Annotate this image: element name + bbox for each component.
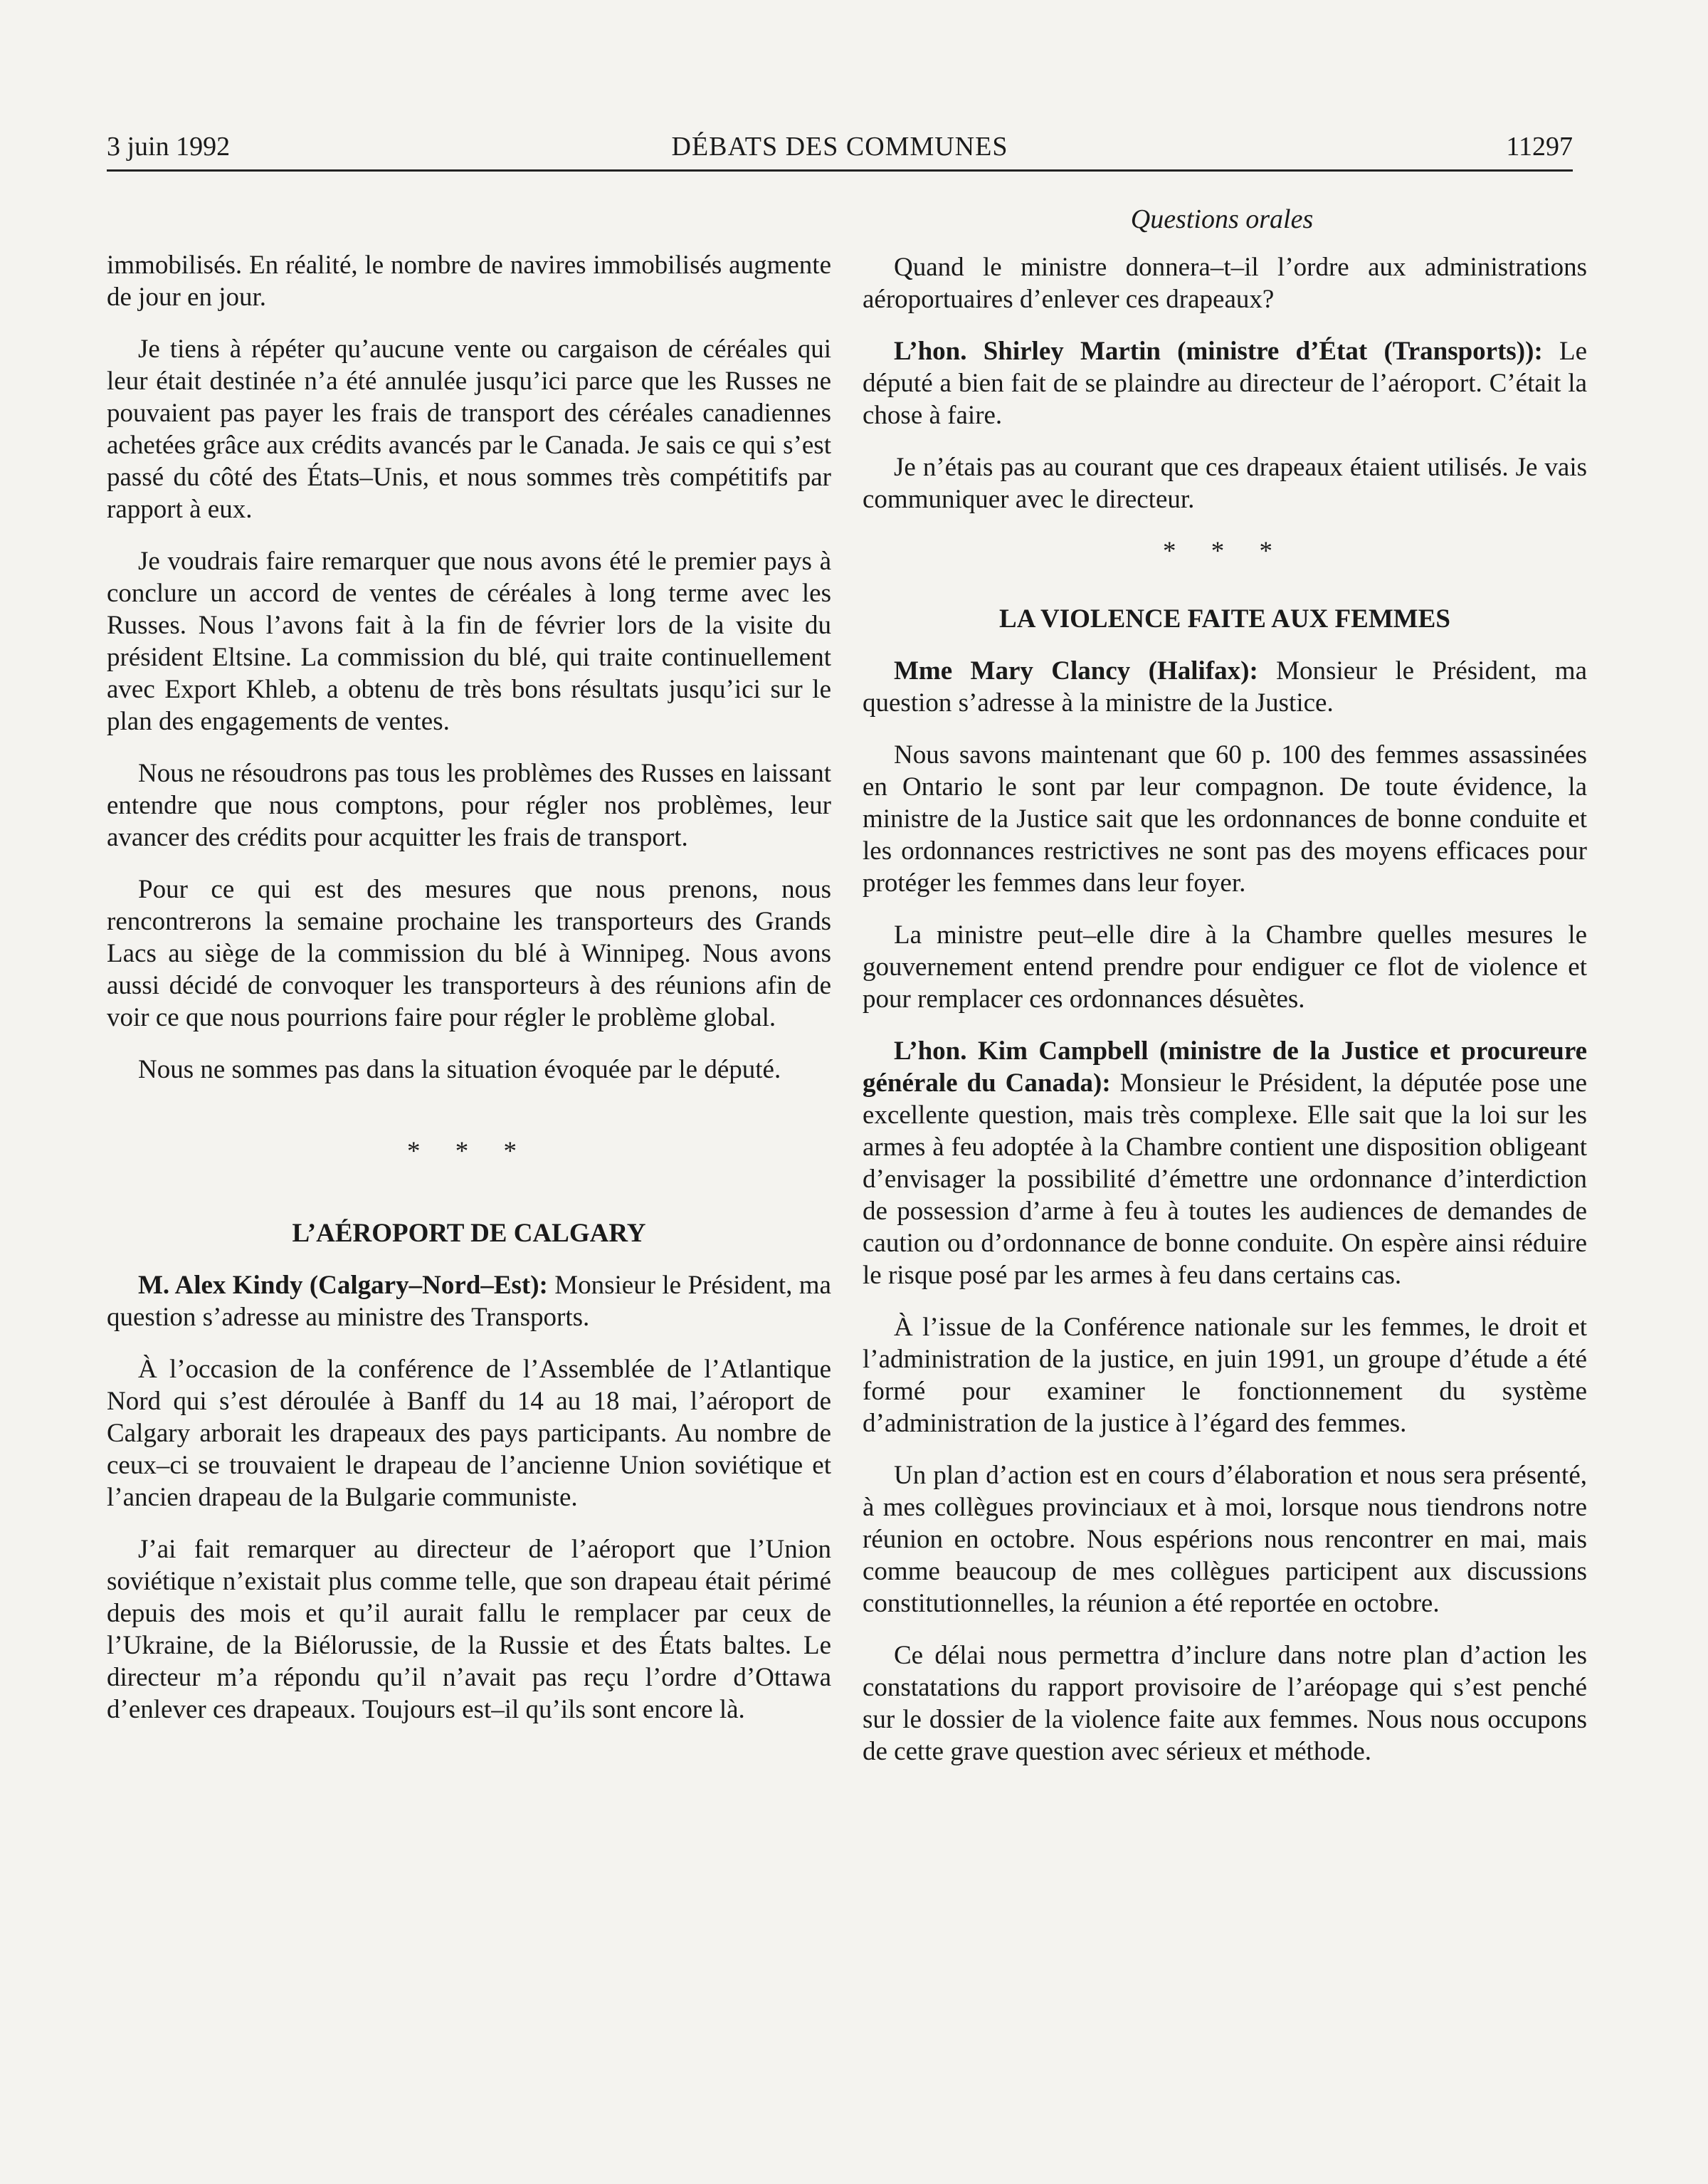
paragraph: Je voudrais faire remarquer que nous avons été le premier pays à conclure un accord de ventes de céréales à long terme avec les Russes. Nous l’avons fait à la fin de février lors de la visite du président Eltsine. La commission du blé, qui traite continuellement avec Export Khleb, a obtenu de très bons résultats jusqu’ici sur le plan des engagements de ventes. bbox=[107, 547, 831, 736]
speech-paragraph bbox=[863, 655, 1587, 719]
paragraph: immobilisés. En réalité, le nombre de navires immobilisés augmente de jour en jour. bbox=[107, 251, 831, 312]
paragraph: Quand le ministre donnera–t–il l’ordre aux administrations aéroportuaires d’enlever ces drapeaux? bbox=[863, 253, 1587, 314]
left-column bbox=[107, 249, 831, 1745]
header-date: 3 juin 1992 bbox=[107, 132, 231, 162]
speaker-name: L’hon. Kim Campbell (ministre de la Justice et procureure générale du Canada): bbox=[863, 1036, 1587, 1098]
paragraph: À l’issue de la Conférence nationale sur les femmes, le droit et l’administration de la justice, en juin 1991, un groupe d’étude a été formé pour examiner le fonctionnement du système d’administration de la justice à l’égard des femmes. bbox=[863, 1313, 1587, 1438]
header-page-number: 11297 bbox=[1506, 132, 1573, 162]
paragraph: J’ai fait remarquer au directeur de l’aéroport que l’Union soviétique n’existait plus comme telle, que son drapeau était périmé depuis des mois et qu’il aurait fallu le remplacer par ceux de l’Ukraine, de la Biélorussie, de la Russie et des États baltes. Le directeur m’a répondu qu’il n’avait pas reçu l’ordre d’Ottawa d’enlever ces drapeaux. Toujours est–il qu’ils sont encore là. bbox=[107, 1535, 831, 1724]
paragraph: Pour ce qui est des mesures que nous prenons, nous rencontrerons la semaine prochaine les transporteurs des Grands Lacs au siège de la commission du blé à Winnipeg. Nous avons aussi décidé de convoquer les transporteurs à des réunions afin de voir ce que nous pourrions faire pour régler le problème global. bbox=[107, 875, 831, 1032]
speech-paragraph bbox=[863, 1035, 1587, 1291]
paragraph: Un plan d’action est en cours d’élaboration et nous sera présenté, à mes collègues provinciaux et à moi, lorsque nous tiendrons notre réunion en octobre. Nous espérions nous rencontrer en mai, mais comme beaucoup de mes collègues participent aux discussions constitutionnelles, la réunion a été reportée en octobre. bbox=[863, 1461, 1587, 1618]
paragraph: Nous ne résoudrons pas tous les problèmes des Russes en laissant entendre que nous comptons, pour régler nos problèmes, leur avancer des crédits pour acquitter les frais de transport. bbox=[107, 759, 831, 852]
section-heading: L’AÉROPORT DE CALGARY bbox=[292, 1219, 646, 1248]
paragraph: Nous savons maintenant que 60 p. 100 des femmes assassinées en Ontario le sont par leur compagnon. De toute évidence, la ministre de la Justice sait que les ordonnances de bonne conduite et les ordonnances restrictives ne sont pas des moyens efficaces pour protéger les femmes dans leur foyer. bbox=[863, 740, 1587, 898]
paragraph: Ce délai nous permettra d’inclure dans notre plan d’action les constatations du rapport provisoire de l’aréopage qui s’est penché sur le dossier de la violence faite aux femmes. Nous nous occupons de cette grave question avec sérieux et méthode. bbox=[863, 1641, 1587, 1766]
speech-text: Monsieur le Président, ma question s’adresse à la ministre de la Justice. bbox=[863, 656, 1587, 718]
paragraph: À l’occasion de la conférence de l’Assemblée de l’Atlantique Nord qui s’est déroulée à Banff du 14 au 18 mai, l’aéroport de Calgary arborait les drapeaux des pays participants. Au nombre de ceux–ci se trouvaient le drapeau de l’ancienne Union soviétique et l’ancien drapeau de la Bulgarie communiste. bbox=[107, 1355, 831, 1512]
speaker-name: M. Alex Kindy (Calgary–Nord–Est): bbox=[138, 1271, 548, 1300]
section-separator: * * * bbox=[407, 1137, 531, 1166]
page-header bbox=[107, 127, 1573, 172]
header-title: DÉBATS DES COMMUNES bbox=[671, 132, 1008, 162]
paragraph: La ministre peut–elle dire à la Chambre quelles mesures le gouvernement entend prendre pour endiguer ce flot de violence et pour remplacer ces ordonnances désuètes. bbox=[863, 920, 1587, 1014]
section-label: Questions orales bbox=[1130, 204, 1314, 234]
speech-text: Le député a bien fait de se plaindre au directeur de l’aéroport. C’était la chose à faire. bbox=[863, 337, 1587, 430]
section-separator: * * * bbox=[1163, 537, 1287, 566]
speech-text: Monsieur le Président, ma question s’adresse au ministre des Transports. bbox=[107, 1271, 831, 1332]
paragraph: Nous ne sommes pas dans la situation évoquée par le député. bbox=[138, 1055, 781, 1084]
speech-paragraph bbox=[863, 335, 1587, 431]
speech-text: Monsieur le Président, la députée pose une excellente question, mais très complexe. Elle sait que la loi sur les armes à feu adoptée à la Chambre contient une disposition obligeant d’envisager la possibilité d’émettre une ordonnance d’interdiction de possession d’arme à feu à toutes les audiences de demandes de caution ou d’ordonnance de bonne conduite. On espère ainsi réduire le risque posé par les armes à feu dans certains cas. bbox=[863, 1069, 1587, 1290]
speaker-name: Mme Mary Clancy (Halifax): bbox=[894, 656, 1258, 686]
speaker-name: L’hon. Shirley Martin (ministre d’État (Transports)): bbox=[894, 337, 1543, 366]
section-heading: LA VIOLENCE FAITE AUX FEMMES bbox=[999, 604, 1450, 634]
paragraph: Je n’étais pas au courant que ces drapeaux étaient utilisés. Je vais communiquer avec le directeur. bbox=[863, 453, 1587, 514]
right-column bbox=[863, 251, 1587, 1787]
speech-paragraph bbox=[107, 1269, 831, 1333]
paragraph: Je tiens à répéter qu’aucune vente ou cargaison de céréales qui leur était destinée n’a été annulée jusqu’ici parce que les Russes ne pouvaient pas payer les frais de transport des céréales canadiennes achetées grâce aux crédits avancés par le Canada. Je sais ce qui s’est passé du côté des États–Unis, et nous sommes très compétitifs par rapport à eux. bbox=[107, 335, 831, 524]
